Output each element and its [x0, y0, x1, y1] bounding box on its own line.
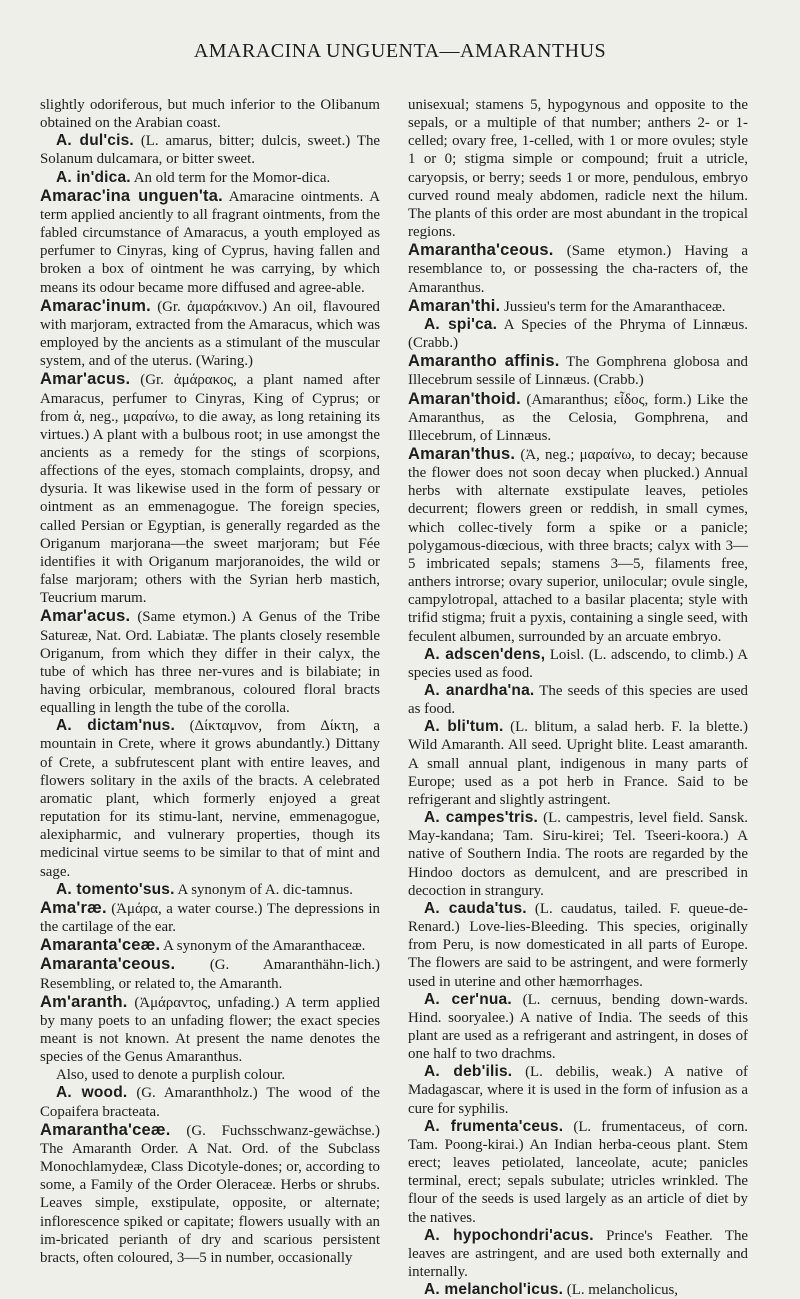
dictionary-entry [408, 1281, 748, 1299]
entry-text: (Ἀ, neg.; μαραίνω, to decay; because the flower does not soon decay when plucked.) Annual herbs with alternate exstipulate leaves, petioles decurrent; flowers green or reddish, in small cymes, which collec-tively form a spike or a panicle; polygamous-diœcious, with three bracts; calyx with 3—5 imbricated sepals; stamens 3—5, filaments free, anthers introrse; ovary superior, unilocular; ovule single, campylotropal, attached to a basilar placenta; style with trifid stigma; fruit a pyxis, containing a single seed, with feculent albumen, surrounded by an arcuate embryo. [408, 446, 748, 645]
entry-text: Prince's Feather. The leaves are astringent, and are used both externally and internally. [408, 1227, 749, 1280]
entry-text: (Ἀμάραντος, unfading.) A term applied by many poets to an unfading flower; the exact species meant is not known. At present the name denotes the species of the Genus Amaranthus. [40, 994, 380, 1066]
entry-headword: Amarac'inum. [40, 296, 151, 315]
entry-text: unisexual; stamens 5, hypogynous and opposite to the sepals, or a multiple of that number; anthers 2- or 1-celled; ovary free, 1-celled, with 1 or more ovules; style 1 or 0; stigma simple or compound; fruit a utricle, caryopsis, or berry; seeds 1 or more, pendulous, embryo curved round mealy abdomen, radicle next the hilum. The plants of this order are most abundant in the tropical regions. [408, 97, 748, 241]
dictionary-entry [408, 297, 748, 316]
dictionary-entry [408, 1063, 748, 1117]
entry-headword: Amaran'thus. [408, 444, 516, 463]
entry-headword: Amaran'thoid. [408, 389, 521, 408]
entry-text: (Gr. ἀμαράκινον.) An oil, flavoured with marjoram, extracted from the Amaracus, which was employed by the ancients as a stimulant of the muscular system, and of the uterus. (Waring.) [40, 298, 380, 370]
entry-headword: A. spi'ca. [424, 315, 498, 333]
entry-text: (L. campestris, level field. Sansk. May-kandana; Tam. Siru-kirei; Tel. Tseeri-koora.) A native of Southern India. The roots are regarded by the Hindoo doctors as demulcent, and are prescribed in decoction in strangury. [408, 810, 748, 899]
entry-headword: Amar'acus. [40, 607, 131, 626]
entry-headword: A. wood. [56, 1084, 128, 1102]
dictionary-entry [40, 132, 380, 168]
entry-text: An old term for the Momor-dica. [130, 169, 331, 186]
dictionary-entry [40, 881, 380, 899]
entry-text: (L. cernuus, bending down-wards. Hind. sooryalee.) A native of India. The seeds of this plant are used as a refrigerant and astringent, in doses of one half to two drachms. [408, 991, 748, 1063]
entry-headword: A. campes'tris. [424, 809, 539, 827]
dictionary-entry [40, 370, 380, 607]
left-column [40, 96, 380, 1267]
entry-headword: A. cauda'tus. [424, 899, 527, 917]
entry-headword: Amaranta'ceous. [40, 955, 176, 974]
entry-headword: Amaran'thi. [408, 296, 501, 315]
dictionary-entry [408, 809, 748, 900]
entry-headword: A. cer'nua. [424, 990, 512, 1008]
entry-headword: A. melanchol'icus. [424, 1281, 564, 1299]
dictionary-entry [408, 900, 748, 991]
entry-text: (G. Amaranthähn-lich.) Resembling, or related to, the Amaranth. [40, 957, 380, 992]
dictionary-entry [40, 607, 380, 717]
dictionary-entry [40, 1121, 380, 1267]
entry-text: (Ἀμάρα, a water course.) The depressions in the cartilage of the ear. [40, 900, 380, 936]
dictionary-entry [408, 316, 748, 352]
entry-text: A synonym of A. dic-tamnus. [174, 881, 353, 898]
dictionary-entry [40, 1084, 380, 1120]
entry-headword: A. frumenta'ceus. [424, 1117, 564, 1135]
dictionary-entry [408, 646, 748, 682]
dictionary-entry [40, 1066, 380, 1084]
dictionary-entry [408, 1118, 748, 1227]
entry-text: Amaracine ointments. A term applied anciently to all fragrant ointments, from the fabled circumstance of Amaracus, a youth employed as perfumer to Cinyras, king of Cyprus, having fallen and broken a box of ointment he was carrying, by which means its odour became more diffused and agree-able. [40, 188, 380, 296]
entry-headword: A. tomento'sus. [56, 880, 175, 898]
entry-text: Also, used to denote a purplish colour. [56, 1067, 286, 1084]
entry-text: The seeds of this species are used as food. [408, 683, 748, 718]
entry-text: A synonym of the Amaranthaceæ. [160, 938, 366, 955]
entry-text: (Δίκταμνον, from Δίκτη, a mountain in Crete, where it grows abundantly.) Dittany of Crete, a subfrutescent plant with entire leaves, and flowers solitary in the axils of the bracts. A celebrated aromatic plant, which formerly enjoyed a great reputation for its stimu-lant, nervine, emmenagogue, alexipharmic, and vulnerary properties, though its medicinal virtue seems to be similar to that of mint and sage. [40, 718, 380, 880]
entry-headword: Amarac'ina unguen'ta. [40, 186, 223, 205]
dictionary-entry [408, 96, 748, 241]
entry-headword: A. anardha'na. [424, 682, 535, 699]
entry-text: (Same etymon.) A Genus of the Tribe Satureæ, Nat. Ord. Labiatæ. The plants closely resemble Origanum, from which they differ in their calyx, the tube of which has three ner-vures and is bilabiate; in having orbicular, membranous, coloured floral bracts equalling in length the tube of the corolla. [40, 609, 380, 717]
entry-headword: A. in'dica. [56, 168, 131, 186]
entry-headword: Ama'ræ. [40, 898, 107, 917]
entry-headword: Amarantha'ceæ. [40, 1120, 171, 1139]
dictionary-entry [40, 169, 380, 187]
dictionary-entry [40, 936, 380, 955]
entry-text: (G. Fuchsschwanz-gewächse.) The Amaranth Order. A Nat. Ord. of the Subclass Monochlamydeæ, Class Dicotyle-dones; or, according to some, a Family of the Order Oleraceæ. Herbs or shrubs. Leaves simple, exstipulate, opposite, or alternate; inflorescence spiked or capitate; flowers usually with an im-bricated perianth of dry and scarious persistent bracts, often coloured, 3—5 in number, occasionally [40, 1122, 380, 1266]
entry-headword: A. dictam'nus. [56, 717, 175, 735]
entry-text: The Gomphrena globosa and Illecebrum sessile of Linnæus. (Crabb.) [408, 354, 749, 389]
entry-text: (L. blitum, a salad herb. F. la blette.) Wild Amaranth. All seed. Upright blite. Least amaranth. A small annual plant, indigenous in many parts of Europe; used as a pot herb in France. Said to be refrigerant and slightly astringent. [408, 719, 748, 808]
entry-headword: Amaranta'ceæ. [40, 936, 161, 955]
entry-headword: A. hypochondri'acus. [424, 1226, 594, 1244]
dictionary-entry [40, 96, 380, 132]
entry-text: slightly odoriferous, but much inferior to the Olibanum obtained on the Arabian coast. [40, 97, 380, 132]
entry-text: A Species of the Phryma of Linnæus. (Crabb.) [408, 316, 749, 352]
entry-text: (L. amarus, bitter; dulcis, sweet.) The Solanum dulcamara, or bitter sweet. [40, 133, 381, 168]
right-column [408, 96, 748, 1299]
entry-headword: A. dul'cis. [56, 132, 134, 150]
entry-text: (Gr. ἀμάρακος, a plant named after Amaracus, perfumer to Cinyras, King of Cyprus; or from ἀ, neg., μαραίνω, to die away, as long retaining its virtues.) A plant with a bulbous root; in use amongst the ancients as a remedy for the stings of scorpions, affections of the eyes, stomach complaints, dropsy, and dysuria. It was likewise used in the form of pessary or ointment as an emmenagogue. The foreign species, called Persian or Egyptian, is generally regarded as the Origanum marjorana—the sweet marjoram; but Fée identifies it with Origanum marjoranoides, the wild or false marjoram; others with the Syrian herb mastich, Teucrium marum. [40, 372, 380, 607]
entry-text: (Amaranthus; εἶδος, form.) Like the Amaranthus, as the Celosia, Gomphrena, and Illecebrum, of Linnæus. [408, 391, 748, 444]
dictionary-entry [408, 352, 748, 389]
dictionary-entry [408, 1227, 748, 1281]
dictionary-entry [408, 682, 748, 718]
dictionary-entry [408, 390, 748, 445]
entry-headword: Amarantha'ceous. [408, 241, 554, 260]
entry-headword: A. adscen'dens, [424, 645, 546, 663]
running-head: AMARACINA UNGUENTA—AMARANTHUS [193, 40, 607, 62]
entry-text: (L. frumentaceus, of corn. Tam. Poong-kirai.) An Indian herba-ceous plant. Stem erect; leaves petiolated, lanceolate, acute; panicles terminal, erect; sepals subulate; utricles wrinkled. The flour of the seeds is used largely as an article of diet by the natives. [408, 1118, 749, 1226]
dictionary-entry [40, 899, 380, 936]
entry-text: (L. debilis, weak.) A native of Madagascar, where it is used in the form of infusion as a cure for syphilis. [408, 1064, 748, 1117]
dictionary-entry [408, 241, 748, 296]
entry-text: (Same etymon.) Having a resemblance to, or possessing the cha-racters of, the Amaranthus. [408, 243, 748, 296]
dictionary-entry [408, 445, 748, 646]
entry-text: (L. melancholicus, [563, 1282, 679, 1299]
entry-headword: A. bli'tum. [424, 718, 504, 736]
entry-text: Loisl. (L. adscendo, to climb.) A species used as food. [408, 646, 748, 681]
dictionary-entry [40, 297, 380, 371]
entry-headword: A. deb'ilis. [424, 1063, 513, 1081]
dictionary-entry [408, 718, 748, 809]
entry-headword: Amar'acus. [40, 370, 131, 389]
dictionary-entry [408, 991, 748, 1064]
dictionary-entry [40, 717, 380, 880]
entry-text: (G. Amaranthholz.) The wood of the Copaifera bracteata. [40, 1085, 380, 1120]
entry-text: Jussieu's term for the Amaranthaceæ. [500, 298, 726, 315]
dictionary-entry [40, 993, 380, 1067]
entry-headword: Amarantho affinis. [408, 352, 560, 371]
dictionary-entry [40, 955, 380, 992]
dictionary-entry [40, 187, 380, 297]
entry-text: (L. caudatus, tailed. F. queue-de-Renard.) Love-lies-Bleeding. This species, originally from Peru, is now domesticated in all parts of Europe. The flowers are said to be astringent, and were formerly used in uterine and other hæmorrhages. [408, 900, 749, 990]
entry-headword: Am'aranth. [40, 992, 128, 1011]
